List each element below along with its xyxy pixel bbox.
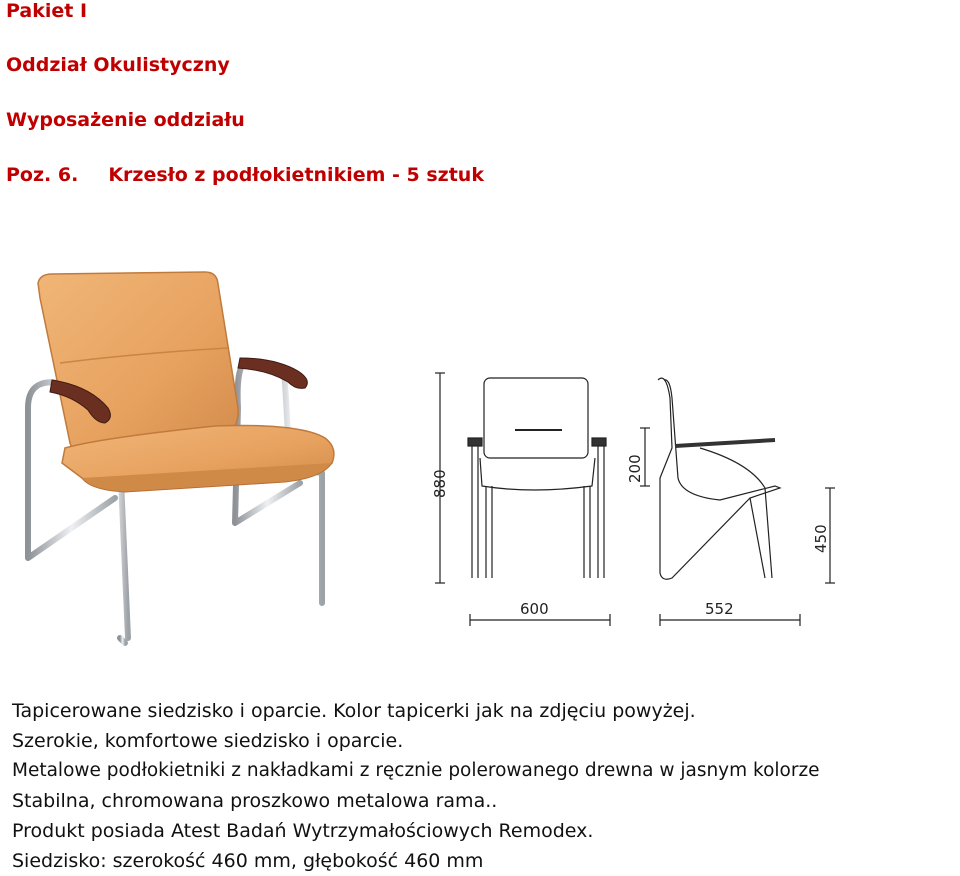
armrest-right [238, 358, 307, 388]
description-line: Metalowe podłokietniki z nakładkami z ręcznie polerowanego drewna w jasnym kolorze [12, 760, 820, 781]
dim-width: 600 [520, 600, 549, 618]
description-line: Siedzisko: szerokość 460 mm, głębokość 460 mm [12, 850, 484, 872]
item-name: Krzesło z podłokietnikiem - 5 sztuk [108, 164, 484, 186]
front-view-backrest [484, 378, 588, 458]
description-line: Stabilna, chromowana proszkowo metalowa rama.. [12, 790, 498, 812]
side-view-frame [664, 380, 780, 578]
description-line: Tapicerowane siedzisko i oparcie. Kolor tapicerki jak na zdjęciu powyżej. [12, 700, 696, 722]
front-view-seat [480, 458, 595, 490]
item-number: Poz. 6. [6, 164, 79, 186]
department-title: Oddział Okulistyczny [6, 54, 230, 76]
description-line: Szerokie, komfortowe siedzisko i oparcie. [12, 730, 404, 752]
equipment-title: Wyposażenie oddziału [6, 109, 245, 131]
dim-seat: 450 [812, 524, 830, 553]
technical-drawing [420, 368, 840, 638]
dim-armrest: 200 [626, 454, 644, 483]
dim-depth: 552 [705, 600, 734, 618]
package-title: Pakiet I [6, 0, 88, 22]
product-description [12, 696, 960, 876]
dim-height: 880 [431, 469, 449, 498]
description-line: Produkt posiada Atest Badań Wytrzymałościowych Remodex. [12, 820, 594, 842]
chair-photo [0, 258, 345, 658]
item-title [6, 164, 484, 186]
